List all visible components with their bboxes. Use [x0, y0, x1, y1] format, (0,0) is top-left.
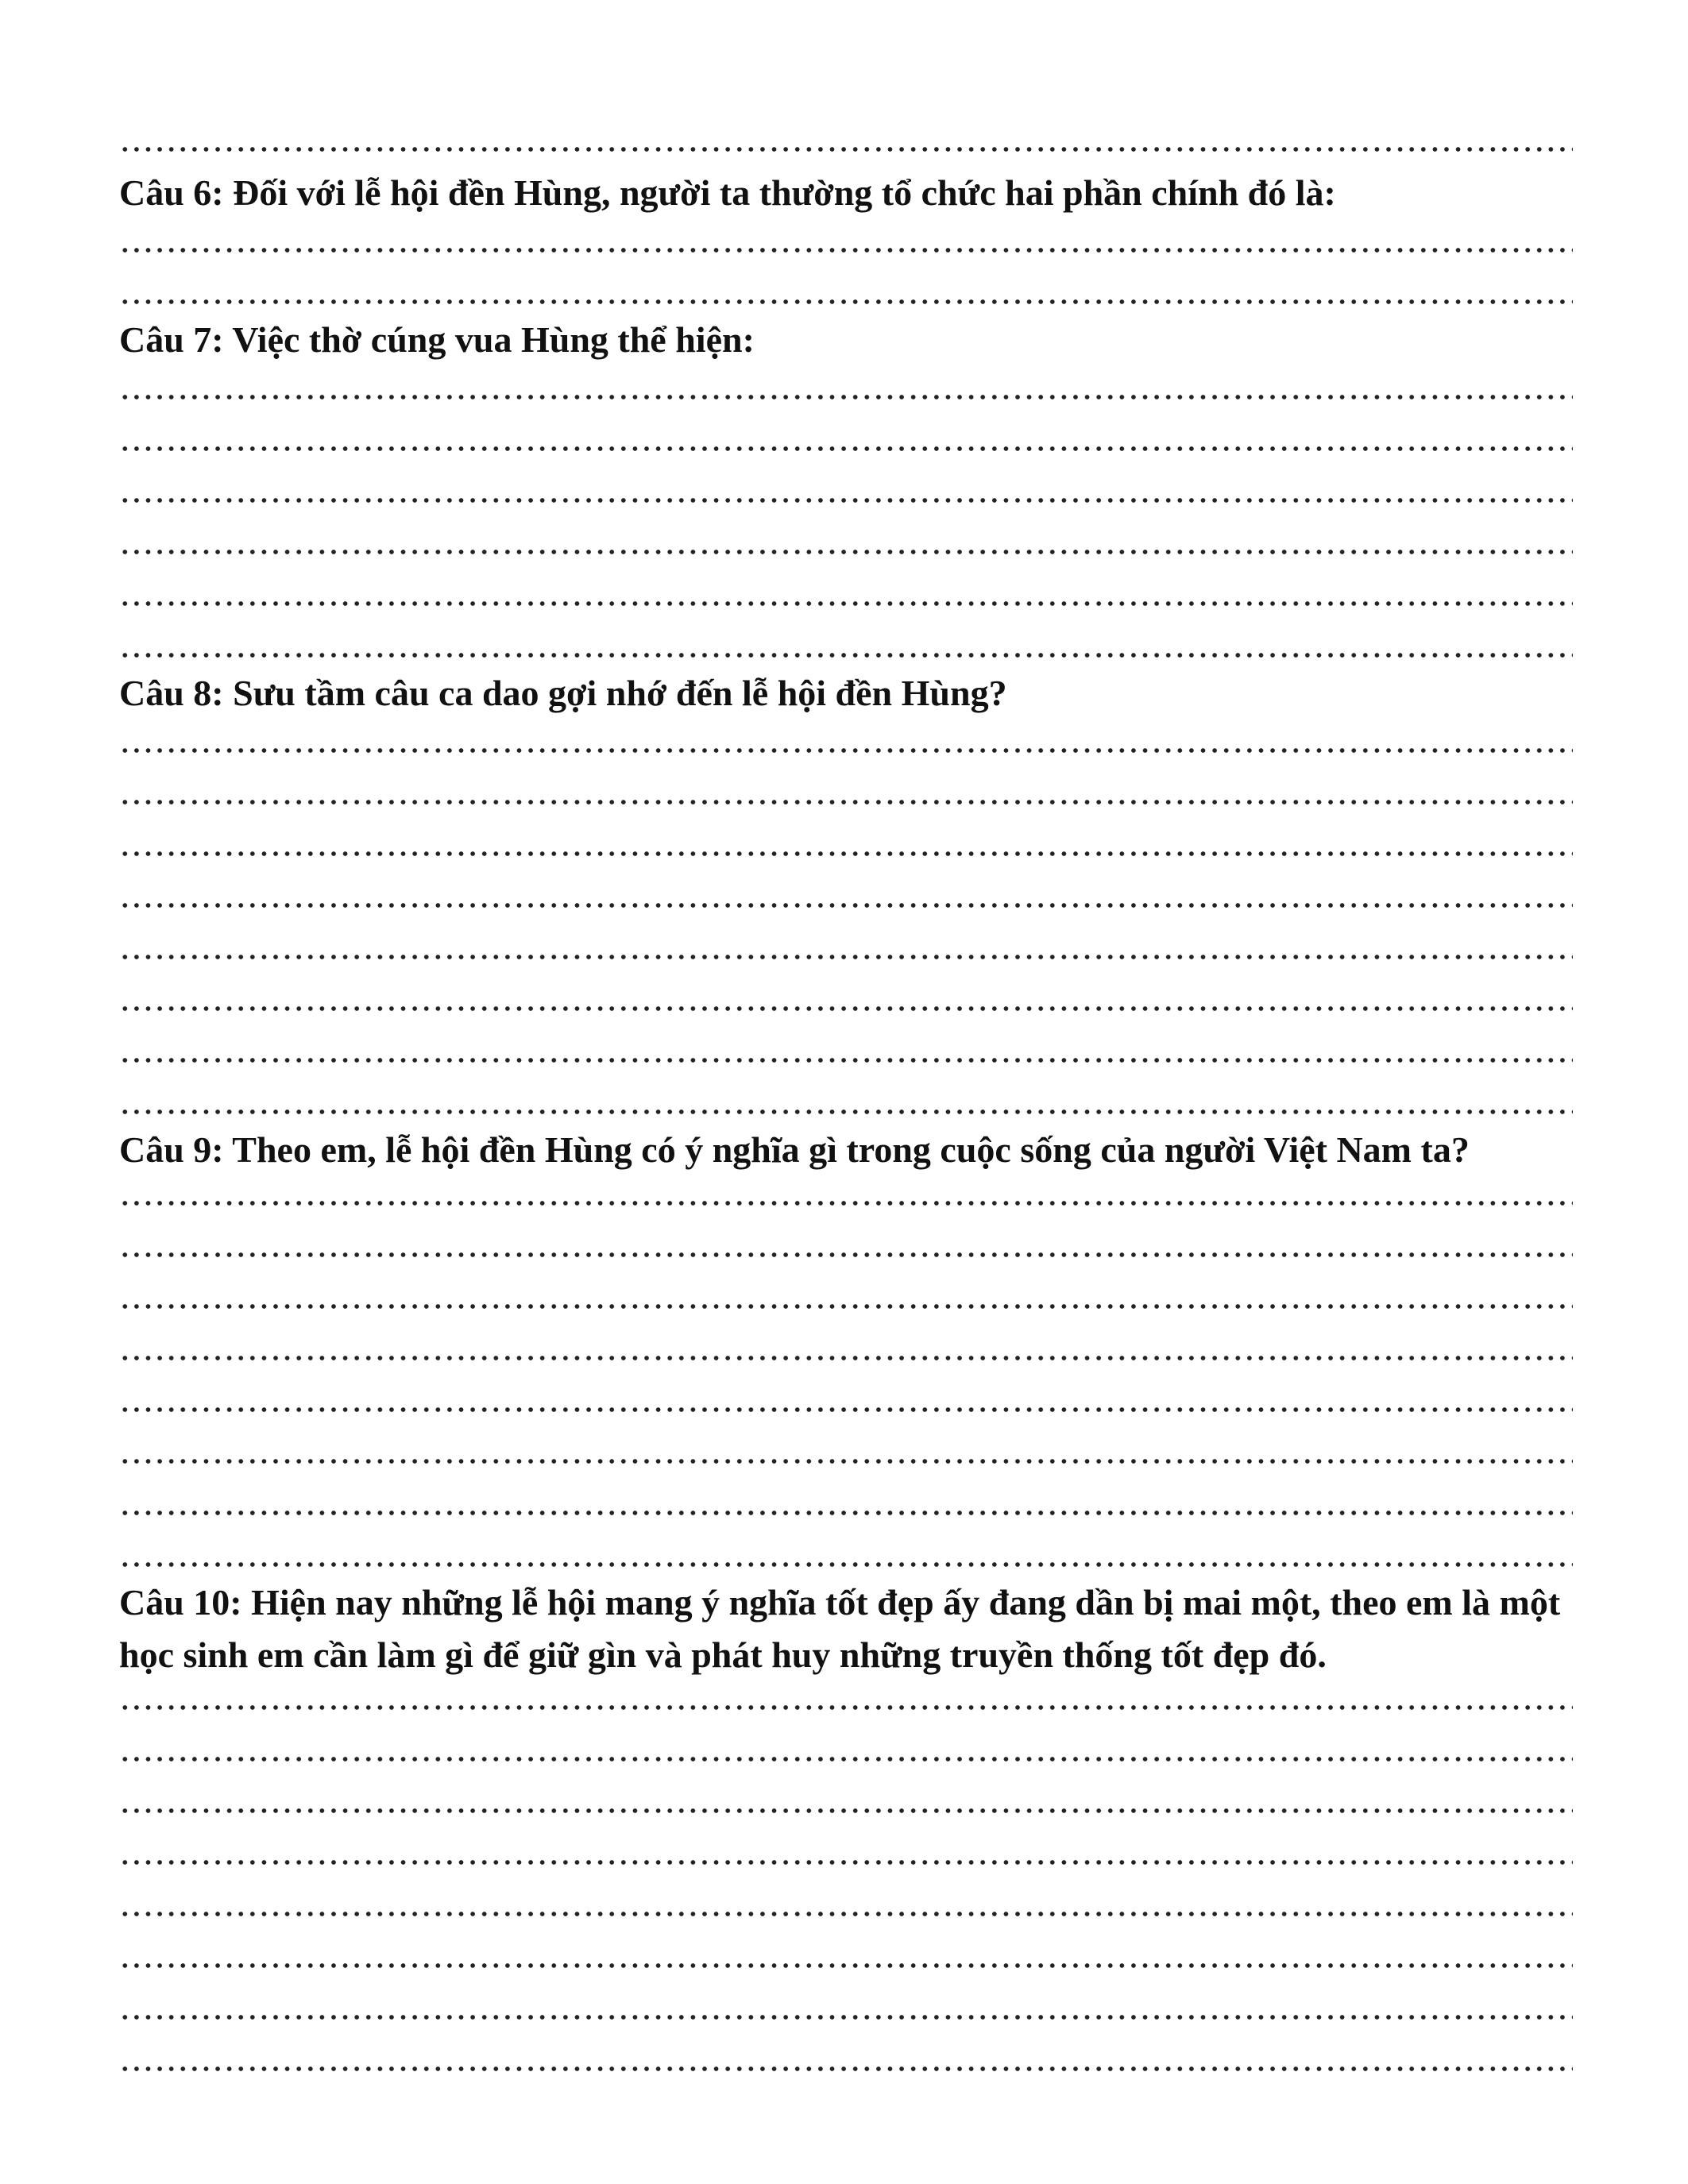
answer-line[interactable]	[119, 1199, 1573, 1207]
answer-line[interactable]	[119, 2065, 1573, 2073]
answer-line[interactable]	[119, 651, 1573, 659]
question-10: Câu 10: Hiện nay những lễ hội mang ý nghĩa tốt đẹp ấy đang dần bị mai một, theo em là một học sinh em cần làm gì để giữ gìn và phát huy những truyền thống tốt đẹp đó.	[119, 1582, 1561, 1675]
answer-line[interactable]	[119, 1302, 1573, 1310]
answer-line[interactable]	[119, 798, 1573, 806]
answer-line[interactable]	[119, 548, 1573, 556]
answer-line[interactable]	[119, 1457, 1573, 1465]
answer-line[interactable]	[119, 496, 1573, 504]
answer-line[interactable]	[119, 393, 1573, 401]
answer-line[interactable]	[119, 1910, 1573, 1918]
question-7: Câu 7: Việc thờ cúng vua Hùng thể hiện:	[119, 319, 755, 360]
answer-line[interactable]	[119, 445, 1573, 453]
answer-line[interactable]	[119, 1108, 1573, 1116]
answer-line[interactable]	[119, 1251, 1573, 1259]
answer-line[interactable]	[119, 1005, 1573, 1013]
question-6: Câu 6: Đối với lễ hội đền Hùng, người ta thường tổ chức hai phần chính đó là:	[119, 172, 1336, 213]
answer-line[interactable]	[119, 1807, 1573, 1815]
answer-line[interactable]	[119, 850, 1573, 858]
answer-line[interactable]	[119, 145, 1573, 153]
answer-line[interactable]	[119, 1755, 1573, 1763]
answer-line[interactable]	[119, 600, 1573, 608]
answer-line[interactable]	[119, 1354, 1573, 1362]
answer-line[interactable]	[119, 747, 1573, 754]
question-8: Câu 8: Sưu tầm câu ca dao gợi nhớ đến lễ hội đền Hùng?	[119, 673, 1007, 713]
answer-line[interactable]	[119, 1561, 1573, 1569]
answer-line[interactable]	[119, 1509, 1573, 1517]
question-9: Câu 9: Theo em, lễ hội đền Hùng có ý nghĩa gì trong cuộc sống của người Việt Nam ta?	[119, 1129, 1470, 1170]
answer-line[interactable]	[119, 1962, 1573, 1970]
answer-line[interactable]	[119, 901, 1573, 909]
answer-line[interactable]	[119, 1406, 1573, 1414]
answer-line[interactable]	[119, 1056, 1573, 1064]
answer-line[interactable]	[119, 953, 1573, 961]
answer-line[interactable]	[119, 2013, 1573, 2021]
answer-line[interactable]	[119, 246, 1573, 254]
answer-line[interactable]	[119, 1704, 1573, 1711]
answer-line[interactable]	[119, 1858, 1573, 1866]
answer-line[interactable]	[119, 298, 1573, 306]
